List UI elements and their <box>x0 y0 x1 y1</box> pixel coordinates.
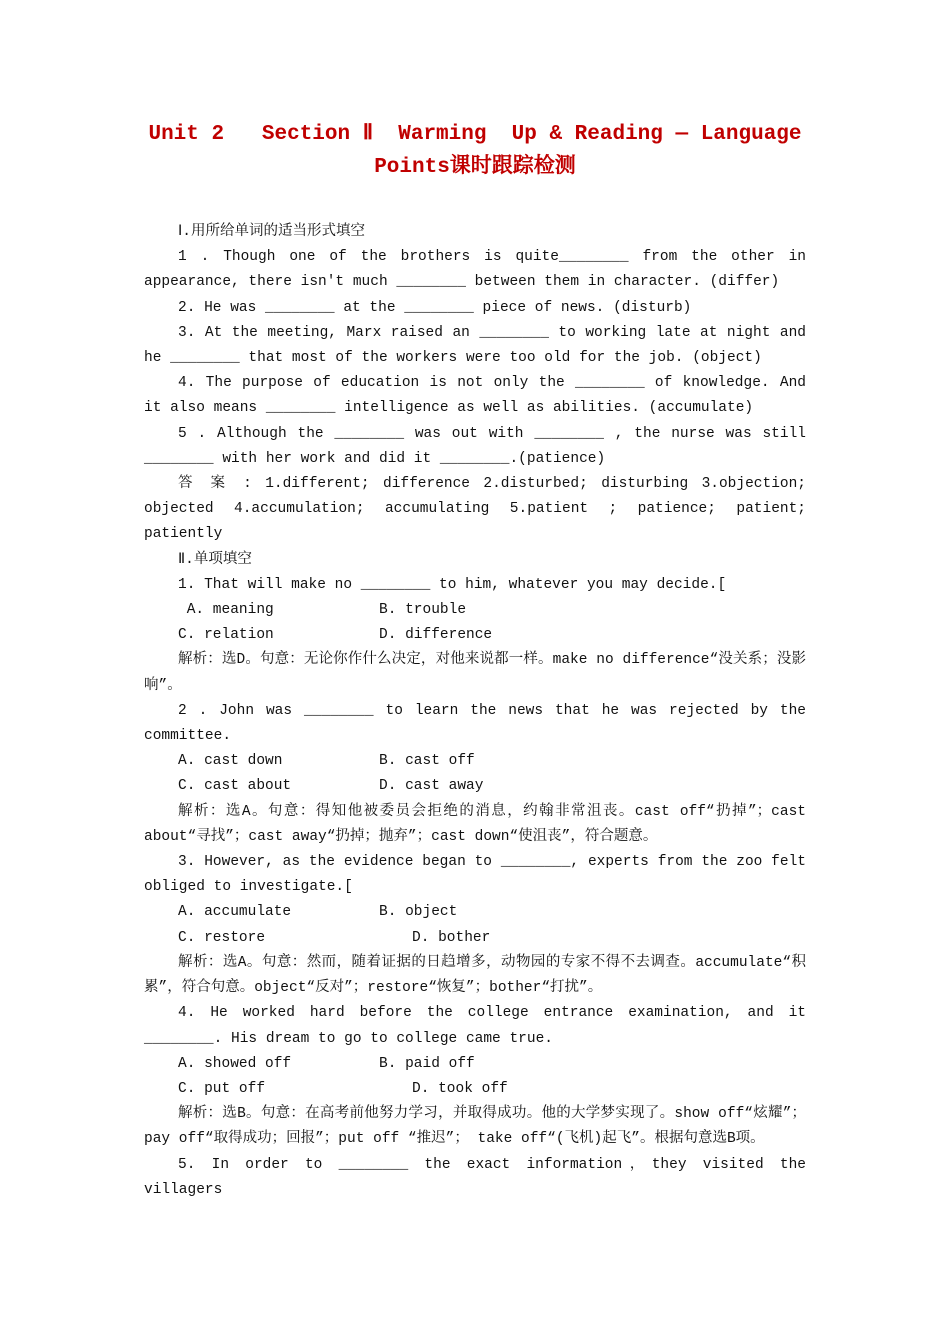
part1-answer: 答 案 : 1.different; difference 2.disturbed; disturbing 3.objection; objected 4.accumulation; accumulating 5.patient ; patience; patient; patiently <box>144 476 806 543</box>
fill-item-4: 4. The purpose of education is not only the ________ of knowledge. And it also means ________ intelligence as well as abilities. (accumulate) <box>144 375 806 417</box>
question-5-stem: 5. In order to ________ the exact information，they visited the villagers <box>144 1156 806 1198</box>
option-a: A. meaning <box>178 602 274 619</box>
document-body <box>144 220 806 1203</box>
question-1-explanation: 解析：选D。句意：无论你作什么决定，对他来说都一样。make no difference“没关系；没影响”。 <box>144 652 806 694</box>
title-line-1: Unit 2 Section Ⅱ Warming Up & Reading — Language <box>148 123 802 146</box>
question-1-options-row-1 <box>144 598 806 623</box>
option-c: C. restore <box>178 929 266 946</box>
question-3-options-row-2 <box>144 926 806 951</box>
question-2-options-row-1 <box>144 749 806 774</box>
option-b: B. paid off <box>379 1055 475 1072</box>
option-c: C. cast about <box>178 778 292 795</box>
option-d: D. took off <box>412 1080 508 1097</box>
fill-item-1: 1 . Though one of the brothers is quite________ from the other in appearance, there isn't much ________ between them in character. (differ) <box>144 249 806 291</box>
fill-item-5: 5 . Although the ________ was out with ________ , the nurse was still ________ with her work and did it ________.(patience) <box>144 425 806 467</box>
title-line-2: Points课时跟踪检测 <box>374 156 576 179</box>
option-d: D. difference <box>379 627 493 644</box>
question-1-options-row-2 <box>144 623 806 648</box>
part2-heading: Ⅱ.单项填空 <box>178 551 252 568</box>
option-d: D. cast away <box>379 778 484 795</box>
question-4-options-row-2 <box>144 1077 806 1102</box>
option-a: A. cast down <box>178 753 283 770</box>
part1-heading: Ⅰ.用所给单词的适当形式填空 <box>178 224 365 240</box>
option-a: A. showed off <box>178 1055 292 1072</box>
question-1-stem: 1. That will make no ________ to him, whatever you may decide.[ <box>178 576 727 593</box>
document-title <box>144 118 806 184</box>
option-c: C. put off <box>178 1080 266 1097</box>
question-2-stem: 2 . John was ________ to learn the news that he was rejected by the committee. <box>144 702 806 745</box>
option-b: B. cast off <box>379 753 475 770</box>
option-c: C. relation <box>178 627 274 644</box>
option-d: D. bother <box>412 929 491 946</box>
fill-item-3: 3. At the meeting, Marx raised an ________ to working late at night and he ________ that most of the workers were too old for the job. (object) <box>144 324 806 367</box>
question-2-options-row-2 <box>144 774 806 799</box>
fill-item-2: 2. He was ________ at the ________ piece of news. (disturb) <box>178 299 692 316</box>
question-4-options-row-1 <box>144 1052 806 1077</box>
option-a: A. accumulate <box>178 904 292 921</box>
question-2-explanation: 解析：选A。句意：得知他被委员会拒绝的消息，约翰非常沮丧。cast off“扔掉”；cast about“寻找”；cast away“扔掉；抛弃”；cast down“使沮丧”，符合题意。 <box>144 803 806 845</box>
question-4-stem: 4. He worked hard before the college entrance examination, and it ________. His dream to go to college came true. <box>144 1005 806 1047</box>
question-4-explanation: 解析：选B。句意：在高考前他努力学习，并取得成功。他的大学梦实现了。show off“炫耀”；pay off“取得成功；回报”；put off “推迟”； take off“(飞机)起飞”。根据句意选B项。 <box>144 1106 806 1148</box>
question-3-options-row-1 <box>144 900 806 925</box>
question-3-stem: 3. However, as the evidence began to ________, experts from the zoo felt obliged to investigate.[ <box>144 854 806 896</box>
option-b: B. trouble <box>379 602 467 619</box>
question-3-explanation: 解析：选A。句意：然而，随着证据的日趋增多，动物园的专家不得不去调查。accumulate“积累”，符合句意。object“反对”；restore“恢复”；bother“打扰”。 <box>144 954 806 997</box>
option-b: B. object <box>379 904 458 921</box>
